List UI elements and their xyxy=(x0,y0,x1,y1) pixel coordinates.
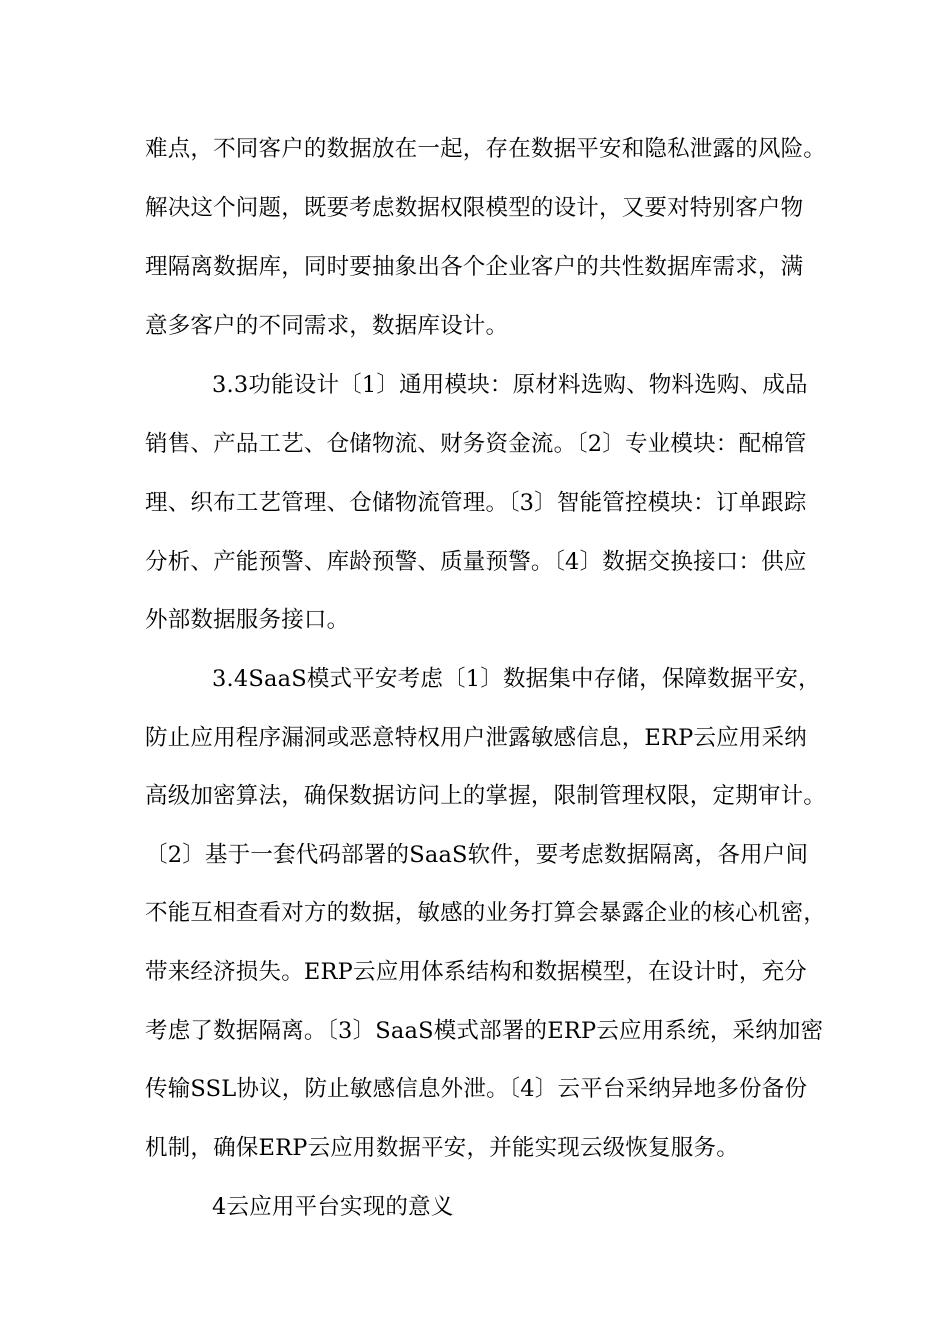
text-line: 机制，确保ERP云应用数据平安，并能实现云级恢复服务。 xyxy=(145,1135,739,1161)
text-line: 理隔离数据库，同时要抽象出各个企业客户的共性数据库需求，满 xyxy=(145,254,804,280)
text-line: 难点，不同客户的数据放在一起，存在数据平安和隐私泄露的风险。 xyxy=(145,136,827,162)
text-line: 销售、产品工艺、仓储物流、财务资金流。〔2〕专业模块：配棉管 xyxy=(145,431,807,457)
text-line: 外部数据服务接口。 xyxy=(145,607,350,633)
section-heading-3-3: 3.3功能设计〔1〕通用模块：原材料选购、物料选购、成品 xyxy=(212,372,808,398)
text-line: 理、织布工艺管理、仓储物流管理。〔3〕智能管控模块：订单跟踪 xyxy=(145,490,807,516)
text-line: 解决这个问题，既要考虑数据权限模型的设计，又要对特别客户物 xyxy=(145,195,804,221)
text-line: 分析、产能预警、库龄预警、质量预警。〔4〕数据交换接口：供应 xyxy=(145,549,807,575)
text-line: 考虑了数据隔离。〔3〕SaaS模式部署的ERP云应用系统，采纳加密 xyxy=(145,1018,824,1044)
text-line: 高级加密算法，确保数据访问上的掌握，限制管理权限，定期审计。 xyxy=(145,783,827,809)
text-line: 意多客户的不同需求，数据库设计。 xyxy=(145,313,509,339)
section-heading-4: 4云应用平台实现的意义 xyxy=(212,1194,454,1220)
text-line: 防止应用程序漏洞或恶意特权用户泄露敏感信息，ERP云应用采纳 xyxy=(145,725,808,751)
text-line: 带来经济损失。ERP云应用体系结构和数据模型，在设计时，充分 xyxy=(145,959,808,985)
section-heading-3-4: 3.4SaaS模式平安考虑〔1〕数据集中存储，保障数据平安， xyxy=(212,666,821,692)
text-line: 〔2〕基于一套代码部署的SaaS软件，要考虑数据隔离，各用户间 xyxy=(145,842,809,868)
text-line: 传输SSL协议，防止敏感信息外泄。〔4〕云平台采纳异地多份备份 xyxy=(145,1076,808,1102)
text-line: 不能互相查看对方的数据，敏感的业务打算会暴露企业的核心机密， xyxy=(145,900,827,926)
